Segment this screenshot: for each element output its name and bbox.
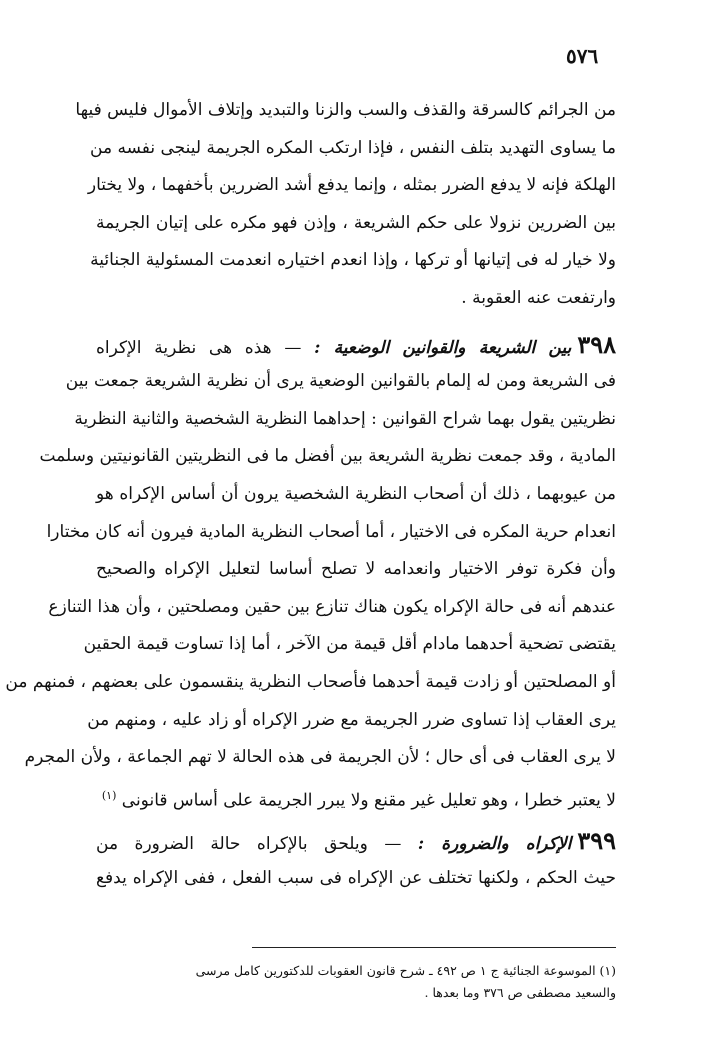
- footnote-reference[interactable]: (١): [101, 788, 117, 802]
- section-399-heading-line: [96, 822, 616, 860]
- section-398-first-line: — هذه هى نظرية الإكراه: [96, 337, 302, 358]
- section-398-number: ٣٩٨: [577, 329, 616, 359]
- text-line: يرى العقاب إذا تساوى ضرر الجريمة مع ضرر الإكراه أو زاد عليه ، ومنهم من: [87, 709, 616, 730]
- main-text: [5, 92, 616, 897]
- text-line: ما يساوى التهديد بتلف النفس ، فإذا ارتكب المكره الجريمة لينجى نفسه من: [90, 137, 616, 158]
- text-line: وأن فكرة توفر الاختيار وانعدامه لا تصلح أساسا لتعليل الإكراه والصحيح: [96, 559, 616, 580]
- footnote-line: (١) الموسوعة الجنائية ج ١ ص ٤٩٢ ـ شرح قانون العقوبات للدكتورين كامل مرسى: [195, 963, 616, 978]
- footnote-divider: [252, 947, 616, 948]
- section-398-title: بين الشريعة والقوانين الوضعية :: [314, 337, 572, 358]
- text-line: المادية ، وقد جمعت نظرية الشريعة بين أفضل ما فى النظريتين القانونيتين وسلمت: [39, 446, 616, 467]
- text-line: فى الشريعة ومن له إلمام بالقوانين الوضعية يرى أن نظرية الشريعة جمعت بين: [65, 371, 616, 392]
- section-399-first-line: — ويلحق بالإكراه حالة الضرورة من: [96, 834, 402, 855]
- section-399-title: الإكراه والضرورة :: [417, 834, 572, 855]
- section-398-last-line: لا يعتبر خطرا ، وهو تعليل غير مقنع ولا يبرر الجريمة على أساس قانونى: [121, 790, 616, 811]
- text-line: من عيوبهما ، ذلك أن أصحاب النظرية الشخصية يرون أن أساس الإكراه هو: [96, 483, 616, 504]
- text-line: نظريتين يقول بهما شراح القوانين : إحداهما النظرية الشخصية والثانية النظرية: [74, 408, 616, 429]
- text-line: ولا خيار له فى إتيانها أو تركها ، وإذا انعدم اختياره انعدمت المسئولية الجنائية: [90, 250, 616, 271]
- section-399-number: ٣٩٩: [577, 826, 616, 856]
- text-line: [96, 777, 616, 815]
- text-line: يقتضى تضحية أحدهما مادام أقل قيمة من الآخر ، أما إذا تساوت قيمة الحقين: [83, 634, 616, 655]
- text-line: أو المصلحتين أو زادت قيمة أحدهما فأصحاب النظرية ينقسمون على بعضهم ، فمنهم من: [5, 671, 616, 692]
- section-398-heading-line: [96, 326, 616, 364]
- paragraph-gap: [96, 814, 616, 822]
- paragraph-gap: [96, 318, 616, 326]
- text-line: من الجرائم كالسرقة والقذف والسب والزنا والتبديد وإتلاف الأموال فليس فيها: [75, 100, 616, 120]
- text-line: حيث الحكم ، ولكنها تختلف عن الإكراه فى سبب الفعل ، ففى الإكراه يدفع: [96, 867, 616, 888]
- text-line: عندهم أنه فى حالة الإكراه يكون هناك تنازع بين حقين ومصلحتين ، وأن هذا التنازع: [48, 596, 616, 617]
- text-line: الهلكة فإنه لا يدفع الضرر بمثله ، وإنما يدفع أشد الضررين بأخفهما ، ولا يختار: [87, 175, 616, 196]
- page-number: ٥٧٦: [566, 44, 599, 68]
- text-line: لا يرى العقاب فى أى حال ؛ لأن الجريمة فى هذه الحالة لا تهم الجماعة ، ولأن المجرم: [24, 747, 616, 768]
- text-line: وارتفعت عنه العقوبة .: [461, 287, 616, 308]
- text-line: انعدام حرية المكره فى الاختيار ، أما أصحاب النظرية المادية فيرون أنه كان مختارا: [46, 521, 616, 542]
- footnote-line: والسعيد مصطفى ص ٣٧٦ وما بعدها .: [424, 985, 616, 1000]
- text-line: بين الضررين نزولا على حكم الشريعة ، وإذن فهو مكره على إتيان الجريمة: [96, 212, 616, 233]
- footnote: [96, 960, 616, 1004]
